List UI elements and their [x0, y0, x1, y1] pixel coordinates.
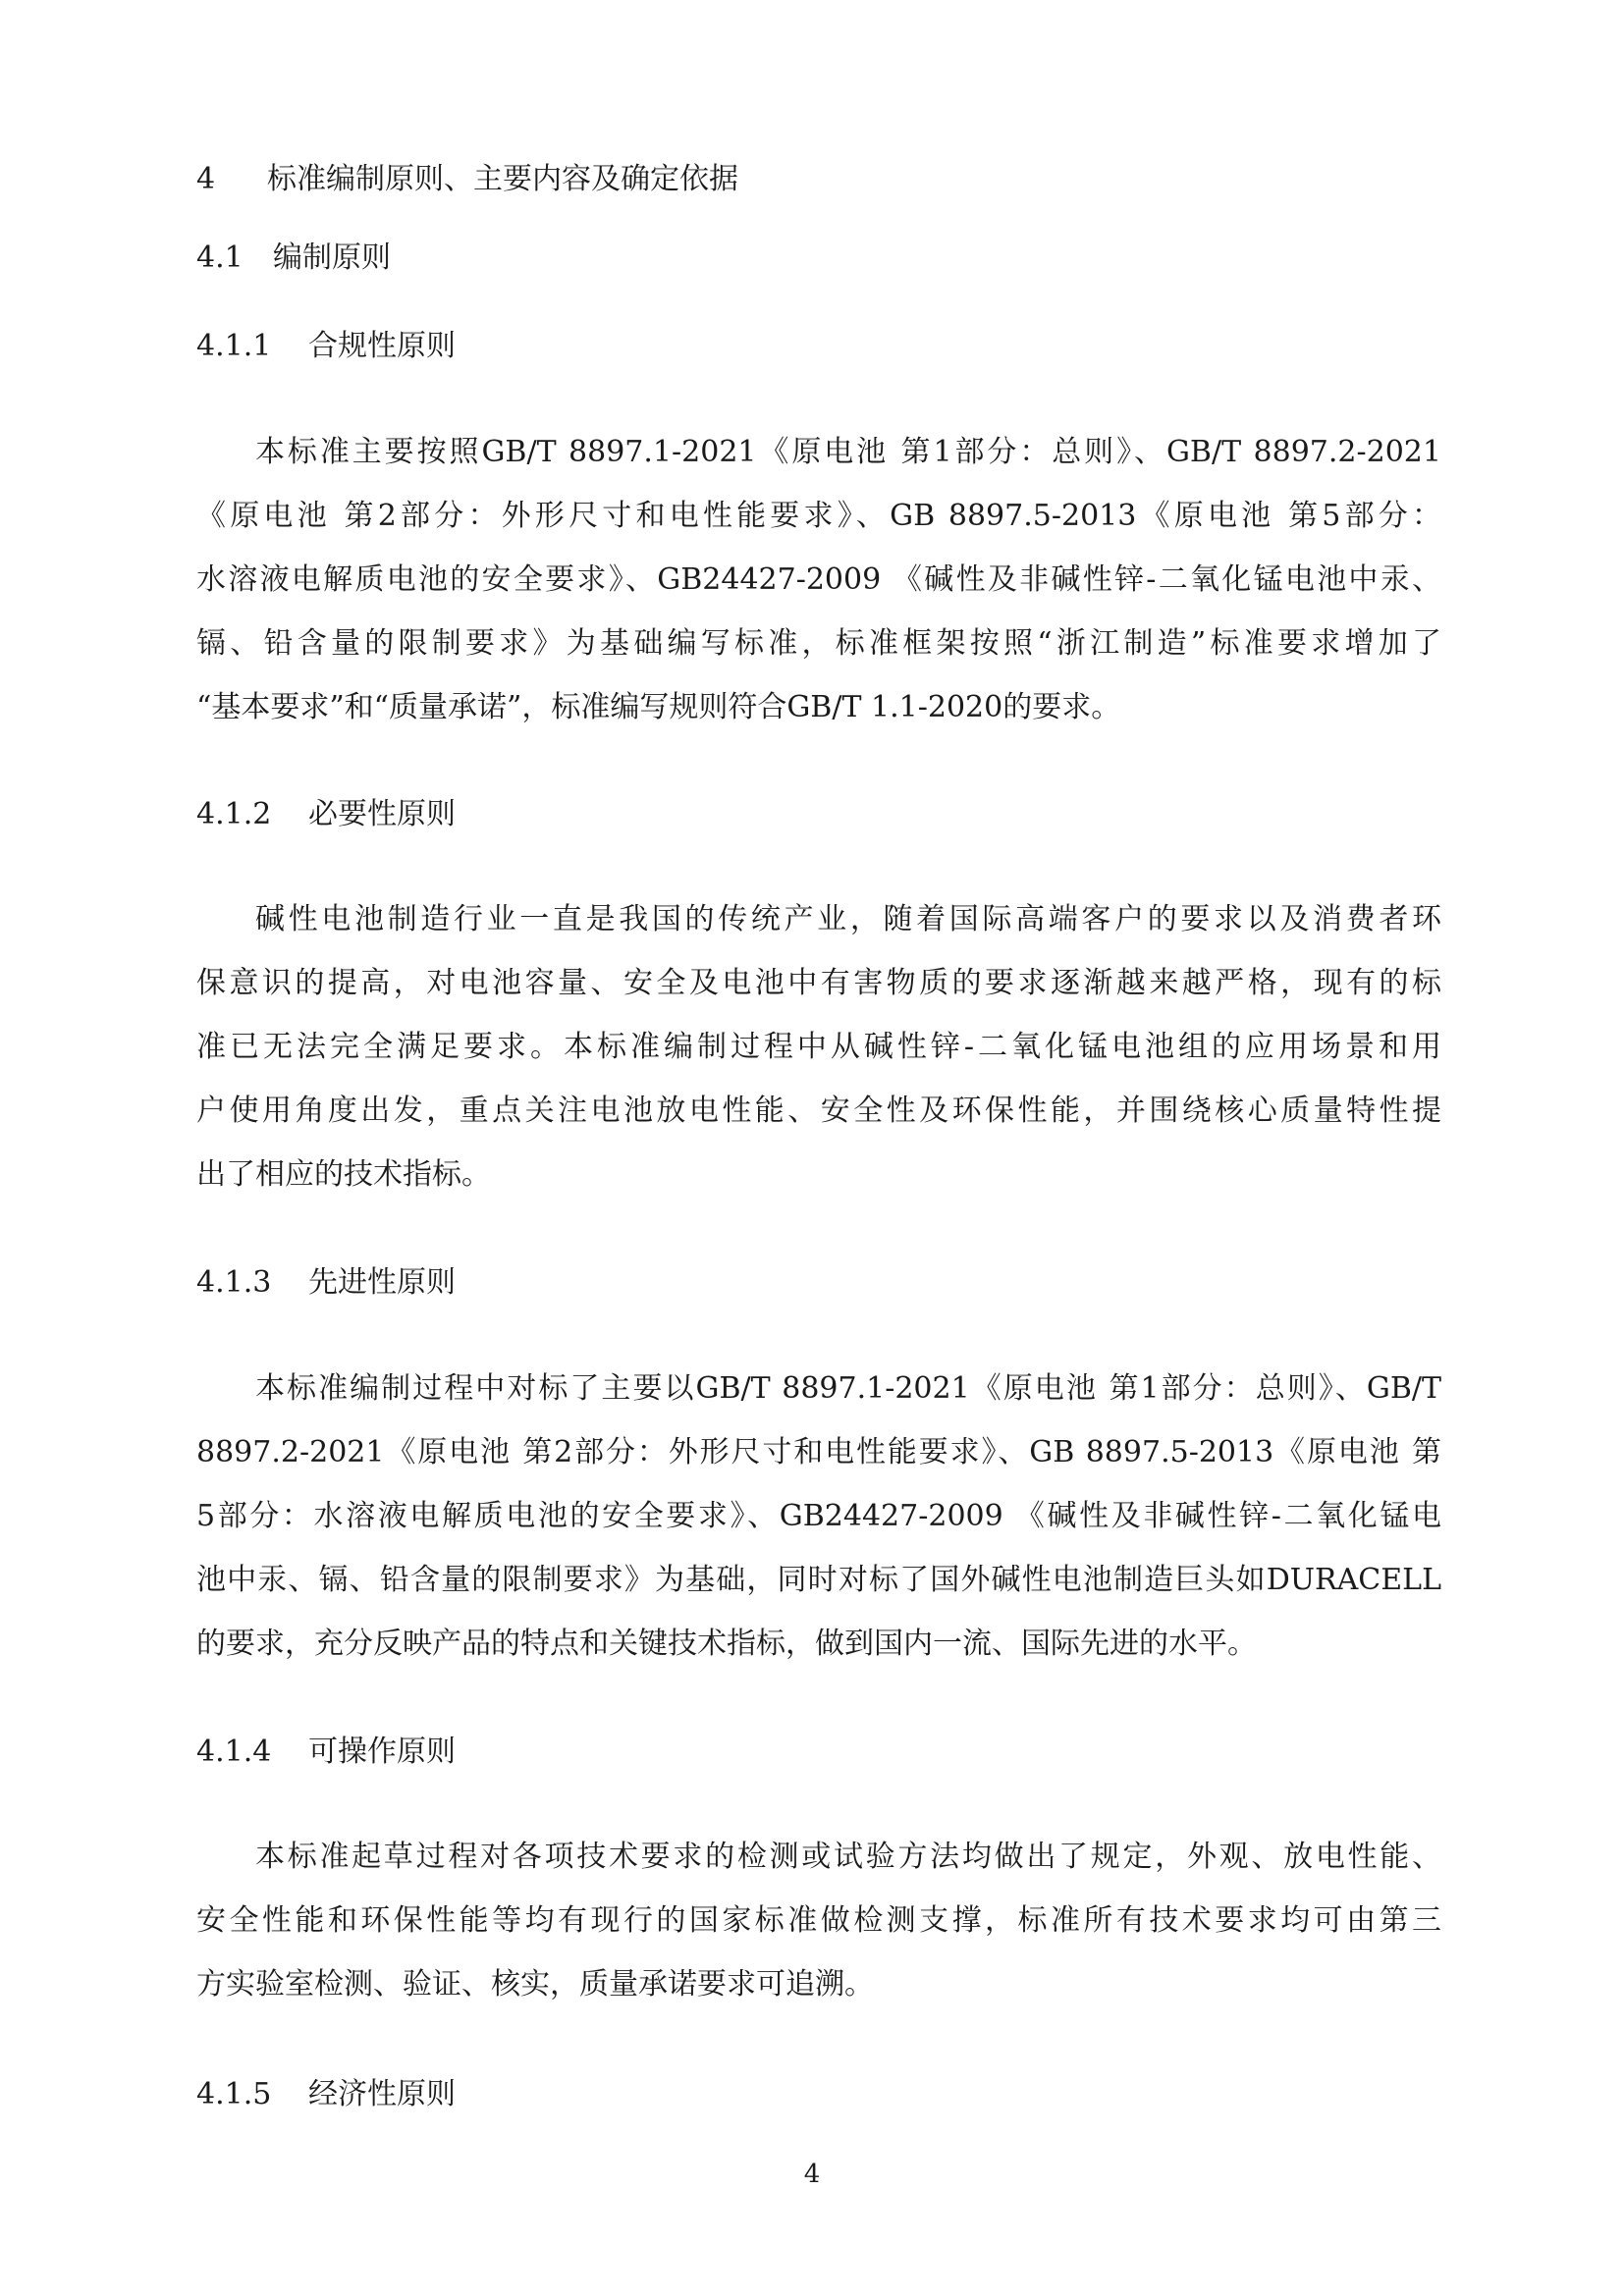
section-4-1-heading	[196, 239, 391, 278]
section-number: 4.1	[196, 240, 244, 275]
section-title: 经济性原则	[308, 2077, 456, 2111]
paragraph-line: 户使用角度出发，重点关注电池放电性能、安全性及环保性能，并围绕核心质量特性提	[196, 1094, 1441, 1128]
section-title: 先进性原则	[308, 1265, 456, 1300]
paragraph-line: 本标准起草过程对各项技术要求的检测或试验方法均做出了规定，外观、放电性能、	[255, 1840, 1441, 1874]
section-4-heading	[196, 160, 738, 199]
section-title: 必要性原则	[308, 797, 456, 831]
necessity-principle-paragraph	[196, 887, 1441, 1206]
paragraph-line: 安全性能和环保性能等均有现行的国家标准做检测支撑，标准所有技术要求均可由第三	[196, 1903, 1441, 1938]
paragraph-line: “基本要求”和“质量承诺”，标准编写规则符合GB/T 1.1-2020的要求。	[196, 690, 1121, 724]
paragraph-line: 出了相应的技术指标。	[196, 1157, 491, 1192]
paragraph-line: 的要求，充分反映产品的特点和关键技术指标，做到国内一流、国际先进的水平。	[196, 1627, 1257, 1661]
section-4-1-5-heading	[196, 2075, 456, 2114]
section-number: 4	[196, 162, 216, 196]
advancement-principle-paragraph	[196, 1357, 1441, 1676]
section-number: 4.1.5	[196, 2077, 272, 2111]
section-number: 4.1.4	[196, 1735, 272, 1769]
page-number: 4	[803, 2160, 821, 2189]
paragraph-line: 方实验室检测、验证、核实，质量承诺要求可追溯。	[196, 1967, 874, 2002]
section-4-1-4-heading	[196, 1733, 456, 1772]
paragraph-line: 保意识的提高，对电池容量、安全及电池中有害物质的要求逐渐越来越严格，现有的标	[196, 966, 1441, 1000]
section-title: 合规性原则	[308, 329, 456, 363]
section-title: 可操作原则	[308, 1735, 456, 1769]
paragraph-line: 镉、铅含量的限制要求》为基础编写标准，标准框架按照“浙江制造”标准要求增加了	[196, 626, 1441, 661]
paragraph-line: 水溶液电解质电池的安全要求》、GB24427-2009 《碱性及非碱性锌-二氧化锰电池中汞、	[196, 562, 1441, 597]
paragraph-line: 本标准主要按照GB/T 8897.1-2021《原电池 第1部分：总则》、GB/T 8897.2-2021	[255, 435, 1441, 469]
paragraph-line: 本标准编制过程中对标了主要以GB/T 8897.1-2021《原电池 第1部分：总则》、GB/T	[255, 1371, 1441, 1406]
section-title: 编制原则	[273, 240, 391, 275]
paragraph-line: 《原电池 第2部分：外形尺寸和电性能要求》、GB 8897.5-2013《原电池 第5部分：	[196, 499, 1441, 533]
compliance-principle-paragraph	[196, 420, 1441, 739]
section-4-1-1-heading	[196, 327, 456, 366]
section-number: 4.1.1	[196, 329, 272, 363]
paragraph-line: 8897.2-2021《原电池 第2部分：外形尺寸和电性能要求》、GB 8897.5-2013《原电池 第	[196, 1435, 1441, 1469]
paragraph-line: 5部分：水溶液电解质电池的安全要求》、GB24427-2009 《碱性及非碱性锌-二氧化锰电	[196, 1499, 1441, 1533]
paragraph-line: 池中汞、镉、铅含量的限制要求》为基础，同时对标了国外碱性电池制造巨头如DURACELL	[196, 1563, 1441, 1597]
section-number: 4.1.3	[196, 1265, 272, 1300]
section-4-1-3-heading	[196, 1263, 456, 1303]
section-number: 4.1.2	[196, 797, 272, 831]
section-4-1-2-heading	[196, 795, 456, 834]
operability-principle-paragraph	[196, 1825, 1441, 2016]
section-title: 标准编制原则、主要内容及确定依据	[267, 162, 738, 196]
paragraph-line: 准已无法完全满足要求。本标准编制过程中从碱性锌-二氧化锰电池组的应用场景和用	[196, 1030, 1441, 1064]
paragraph-line: 碱性电池制造行业一直是我国的传统产业，随着国际高端客户的要求以及消费者环	[255, 902, 1441, 936]
